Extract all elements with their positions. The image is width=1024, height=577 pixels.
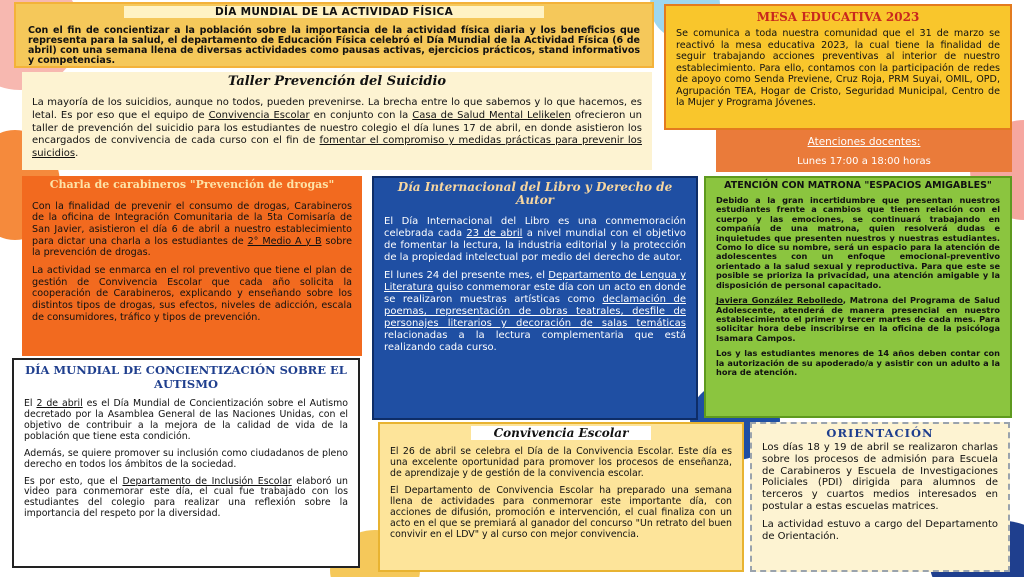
orientacion-body — [762, 442, 998, 542]
convivencia-body — [390, 446, 732, 540]
taller-text: . — [75, 148, 79, 160]
autismo-text: elaboró un video para conmemorar este día, el cual fue trabajado con los estudiantes del colegio para realizar una reflexión sobre la importancia del respeto por la diversidad. — [24, 475, 348, 520]
taller-suicidio-title: Taller Prevención del Suicidio — [227, 74, 447, 89]
convivencia-title: Convivencia Escolar — [471, 426, 651, 440]
convivencia-paragraph: El Departamento de Convivencia Escolar ha preparado una semana llena de actividades para conmemorar este importante día, con acciones de difusión, promoción e intervención, el cual finaliza con un acto en el que se premiará al ganador del concurso "Un retrato del buen convivir en el LDV" y al curso con mejor convivencia. — [390, 485, 732, 540]
convivencia-section — [378, 422, 744, 572]
depto-lengua-link: Departamento de Lengua y Literatura — [384, 270, 687, 294]
mesa-educativa-section — [664, 4, 1012, 130]
libro-text: quiso conmemorar este día con un acto en donde se realizaron muestras artísticas como — [384, 282, 686, 306]
matrona-paragraph: Los y las estudiantes menores de 14 años deben contar con la autorización de su apoderado/a y asistir con un adulto a la hora de atención. — [716, 348, 1000, 378]
matrona-name: Javiera González Rebolledo — [716, 295, 843, 306]
taller-text: en conjunto con la — [309, 109, 413, 121]
curso-link: 2° Medio A y B — [247, 235, 322, 247]
actividad-fisica-title: DÍA MUNDIAL DE LA ACTIVIDAD FÍSICA — [124, 6, 544, 18]
orientacion-paragraph: Los días 18 y 19 de abril se realizaron charlas sobre los procesos de admisión para Escuela de Carabineros y Escuela de Investigaciones Policiales (PDI) dirigida para alumnos de terceros y cuartos medios interesados en postular a estas escuelas matrices. — [762, 442, 998, 512]
carabineros-paragraph: La actividad se enmarca en el rol preventivo que tiene el plan de gestión de Convivencia Escolar que cada año solicita la cooperación de Carabineros, explicando y enseñando sobre los distintos tipos de drogas, sus efectos, niveles de adicción, escala de consumidores, tráfico y tipos de prevención. — [32, 265, 352, 323]
autismo-paragraph: Además, se quiere promover su inclusión como ciudadanos de pleno derecho en todos los ámbitos de la sociedad. — [24, 447, 348, 470]
carabineros-section — [22, 176, 362, 356]
dia-libro-body — [384, 216, 686, 354]
muestras-link: declamación de poemas, representación de obras teatrales, desfile de personajes literarios y decoración de salas temáticas — [384, 294, 686, 330]
matrona-body — [716, 196, 1000, 378]
autismo-text: es el Día Mundial de Concientización sobre el Autismo decretado por la Asamblea General de las Naciones Unidas, con el objetivo de contribuir a la mejora de la calidad de vida de la población que tiene esta condición. — [24, 398, 348, 442]
casa-salud-mental-link: Casa de Salud Mental Lelikelen — [412, 109, 571, 121]
orientacion-paragraph: La actividad estuvo a cargo del Departamento de Orientación. — [762, 518, 998, 542]
convivencia-paragraph: El 26 de abril se celebra el Día de la Convivencia Escolar. Este día es una excelente oportunidad para promover los procesos de enseñanza, de aprendizaje y de gestión de la convivencia escolar. — [390, 446, 732, 479]
atenciones-docentes-title: Atenciones docentes: — [807, 136, 921, 148]
libro-text: El Día Internacional del Libro es una conmemoración celebrada cada — [384, 216, 686, 240]
carabineros-body — [32, 201, 352, 324]
libro-text: a nivel mundial con el objetivo de fomentar la lectura, la industria editorial y la protección de la propiedad intelectual por medio del derecho de autor. — [384, 228, 686, 264]
taller-suicidio-body — [32, 97, 642, 161]
taller-text: ofrecieron un taller de prevención del suicidio para los estudiantes de nuestro colegio el día lunes 17 de abril, en donde asistieron los encargados de convivencia de cada curso con el fin de — [32, 109, 642, 147]
atenciones-docentes-section — [716, 130, 1012, 172]
convivencia-escolar-link: Convivencia Escolar — [208, 109, 310, 121]
autismo-body — [24, 399, 348, 520]
orientacion-section — [750, 422, 1010, 572]
matrona-paragraph: Debido a la gran incertidumbre que presentan nuestros estudiantes frente a cambios que tienen relación con el cuerpo y las emociones, se continuará trabajando en compañía de una matrona, quien resolverá dudas e inquietudes que presenten nuestros y nuestras estudiantes. Como lo dice su nombre, será un espacio para la atención de adolescentes con un enfoque emocional-preventivo orientado a la salud sexual y reproductiva. Para que este se posible se prioriza la privacidad, una atención amigable y la disposición de personal capacitado. — [716, 194, 1000, 290]
autismo-title: DÍA MUNDIAL DE CONCIENTIZACIÓN SOBRE EL AUTISMO — [25, 363, 347, 391]
dia-libro-section — [372, 176, 698, 420]
matrona-section — [704, 176, 1012, 418]
actividad-fisica-section — [14, 2, 654, 68]
autismo-text: El — [24, 398, 37, 410]
carabineros-text: Con la finalidad de prevenir el consumo de drogas, Carabineros de la oficina de Integración Comunitaria de la 5ta Comisaría de San Javier, asistieron el día 6 de abril a nuestro establecimiento para dictar una charla a los estudiantes de — [32, 200, 352, 247]
dia-libro-title: Día Internacional del Libro y Derecho de Autor — [397, 180, 673, 207]
fomentar-compromiso-link: fomentar el compromiso y medidas prácticas para prevenir los suicidios — [32, 135, 642, 160]
taller-text: La mayoría de los suicidios, aunque no todos, pueden prevenirse. La brecha entre lo que sabemos y lo que hacemos, es letal. Es por eso que el equipo de — [32, 97, 642, 121]
libro-text: relacionadas a la lectura complementaria que está realizando cada curso. — [384, 330, 686, 354]
mesa-educativa-title: MESA EDUCATIVA 2023 — [756, 10, 920, 24]
matrona-title: ATENCIÓN CON MATRONA "ESPACIOS AMIGABLES" — [724, 180, 992, 191]
autismo-section — [12, 358, 360, 568]
mesa-educativa-body: Se comunica a toda nuestra comunidad que el 31 de marzo se reactivó la mesa educativa 2023, la cual tiene la finalidad de seguir trabajando acciones preventivas al interior de nuestro establecimiento. Para ello, contamos con la participación de redes de apoyo como Senda Previene, Cruz Roja, PRM Suyai, OMIL, OPD, Agrupación TEA, Hogar de Cristo, Seguridad Municipal, Centro de la Mujer y Programa Jóvenes. — [676, 28, 1000, 108]
libro-text: El lunes 24 del presente mes, el — [384, 270, 549, 282]
carabineros-title: Charla de carabineros "Prevención de drogas" — [49, 178, 335, 191]
autismo-text: Es por esto, que el — [24, 475, 123, 487]
actividad-fisica-body: Con el fin de concientizar a la población sobre la importancia de la actividad física diaria y los beneficios que representa para la salud, el departamento de Educación Física celebró el Día Mundial de la Actividad Física (6 de abril) con una semana llena de diversas actividades como pausas activas, ejercicios prácticos, stand informativos y competencias. — [28, 25, 640, 66]
fecha-link: 2 de abril — [36, 398, 83, 410]
matrona-text: , Matrona del Programa de Salud Adolescente, atenderá de manera presencial en nuestro establecimiento el primer y tercer martes de cada mes. Para solicitar hora debe inscribirse en la oficina de la psicóloga Isamara Campos. — [716, 295, 1000, 343]
carabineros-text: sobre la prevención de drogas. — [32, 235, 352, 259]
orientacion-title: ORIENTACIÓN — [826, 426, 934, 440]
atenciones-docentes-hours: Lunes 17:00 a 18:00 horas — [797, 156, 931, 167]
taller-suicidio-section — [22, 72, 652, 170]
depto-inclusion-link: Departamento de Inclusión Escolar — [122, 475, 292, 487]
fecha-link: 23 de abril — [466, 228, 523, 240]
